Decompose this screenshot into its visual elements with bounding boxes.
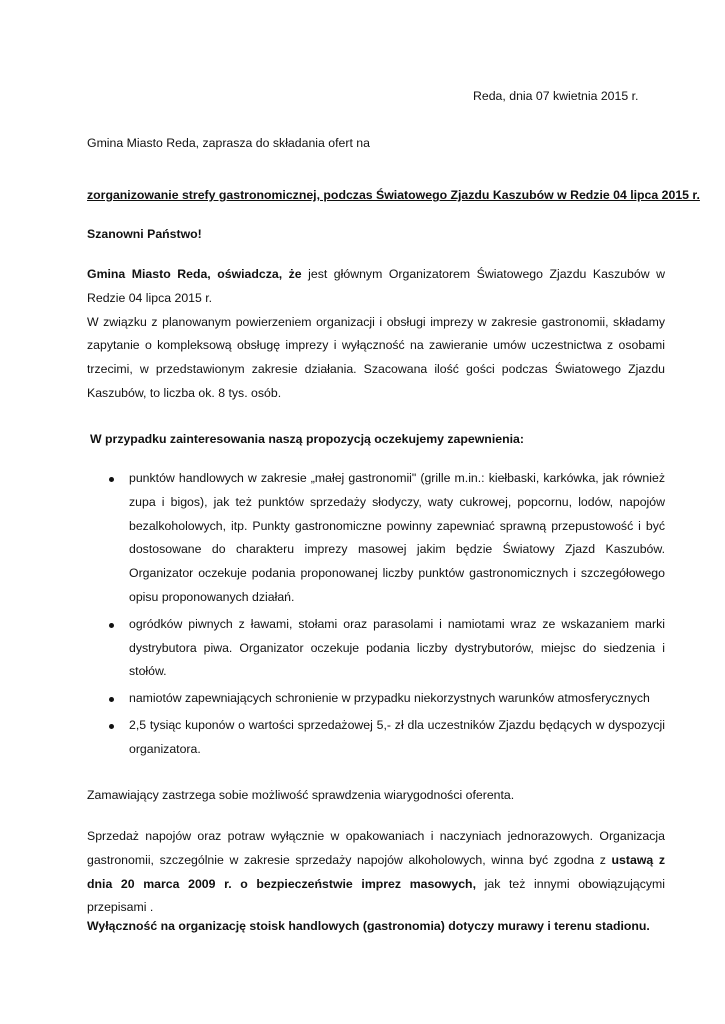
subject-line <box>87 185 700 205</box>
intro-section <box>87 263 665 406</box>
reservation-line: Zamawiający zastrzega sobie możliwość sprawdzenia wiarygodności oferenta. <box>87 788 515 802</box>
list-item <box>87 467 665 610</box>
list-item-text: punktów handlowych w zakresie „małej gastronomii" (grille m.in.: kiełbaski, karkówka, jak również zupa i bigos), jak też punktów sprzedaży słodyczy, waty cukrowej, popcornu, lodów, napojów bezalkoholowych, itp. Punkty gastronomiczne powinny zapewniać sprawną przepustowość i być dostosowane do charakteru imprezy masowej jakim będzie Światowy Zjazd Kaszubów. Organizator oczekuje podania proponowanej liczby punktów gastronomicznych i szczegółowego opisu proponowanych działań. <box>129 471 665 604</box>
requirements-list <box>87 467 665 765</box>
list-item-text: ogródków piwnych z ławami, stołami oraz parasolami i namiotami wraz ze wskazaniem marki dystrybutora piwa. Organizator oczekuje podania liczby dystrybutorów, miejsc do siedzenia i stołów. <box>129 616 665 679</box>
exclusivity-line <box>87 916 665 936</box>
list-item <box>87 714 665 762</box>
requirements-heading <box>90 429 668 449</box>
invitation-line: Gmina Miasto Reda, zaprasza do składania ofert na <box>87 136 370 150</box>
bullet-icon <box>109 477 114 482</box>
bullet-icon <box>109 697 114 702</box>
sales-end: jak też innymi obowiązującymi przepisami . <box>87 876 665 915</box>
salutation-text: Szanowni Państwo! <box>87 227 202 241</box>
list-item <box>87 687 665 711</box>
sales-text: Sprzedaż napojów oraz potraw wyłącznie w opakowaniach i naczyniach jednorazowych. Organizacja gastronomii, szczególnie w zakresie sprzedaży napojów alkoholowych, winna być zgodna z <box>87 829 665 867</box>
bullet-icon <box>109 623 114 628</box>
list-item <box>87 613 665 684</box>
sales-paragraph <box>87 825 665 920</box>
exclusivity-text: Wyłączność na organizację stoisk handlowych (gastronomia) dotyczy murawy i terenu stadionu. <box>87 919 650 933</box>
list-item-text: namiotów zapewniających schronienie w przypadku niekorzystnych warunków atmosferycznych <box>129 691 650 706</box>
salutation <box>87 224 665 244</box>
intro-lead-rest: jest głównym Organizatorem Światowego Zjazdu Kaszubów w Redzie 04 lipca 2015 r. <box>87 267 665 305</box>
list-item-text: 2,5 tysiąc kuponów o wartości sprzedażowej 5,- zł dla uczestników Zjazdu będących w dyspozycji organizatora. <box>129 717 665 756</box>
intro-paragraph: W związku z planowanym powierzeniem organizacji i obsługi imprezy w zakresie gastronomii, składamy zapytanie o kompleksową obsługę imprezy i wyłączność na zawieranie umów uczestnictwa z osobami trzecimi, w przedstawionym zakresie działania. Szacowana ilość gości podczas Światowego Zjazdu Kaszubów, to liczba ok. 8 tys. osób. <box>87 314 665 400</box>
requirements-heading-text: W przypadku zainteresowania naszą propozycją oczekujemy zapewnienia: <box>90 432 524 446</box>
bullet-icon <box>109 724 114 729</box>
date-line: Reda, dnia 07 kwietnia 2015 r. <box>473 89 639 103</box>
subject-text: zorganizowanie strefy gastronomicznej, podczas Światowego Zjazdu Kaszubów w Redzie 04 lipca 2015 r. <box>87 188 700 202</box>
intro-lead <box>87 263 665 311</box>
intro-bold-lead: Gmina Miasto Reda, oświadcza, że <box>87 267 302 281</box>
sales-law: ustawą z dnia 20 marca 2009 r. o bezpieczeństwie imprez masowych, <box>87 852 665 891</box>
